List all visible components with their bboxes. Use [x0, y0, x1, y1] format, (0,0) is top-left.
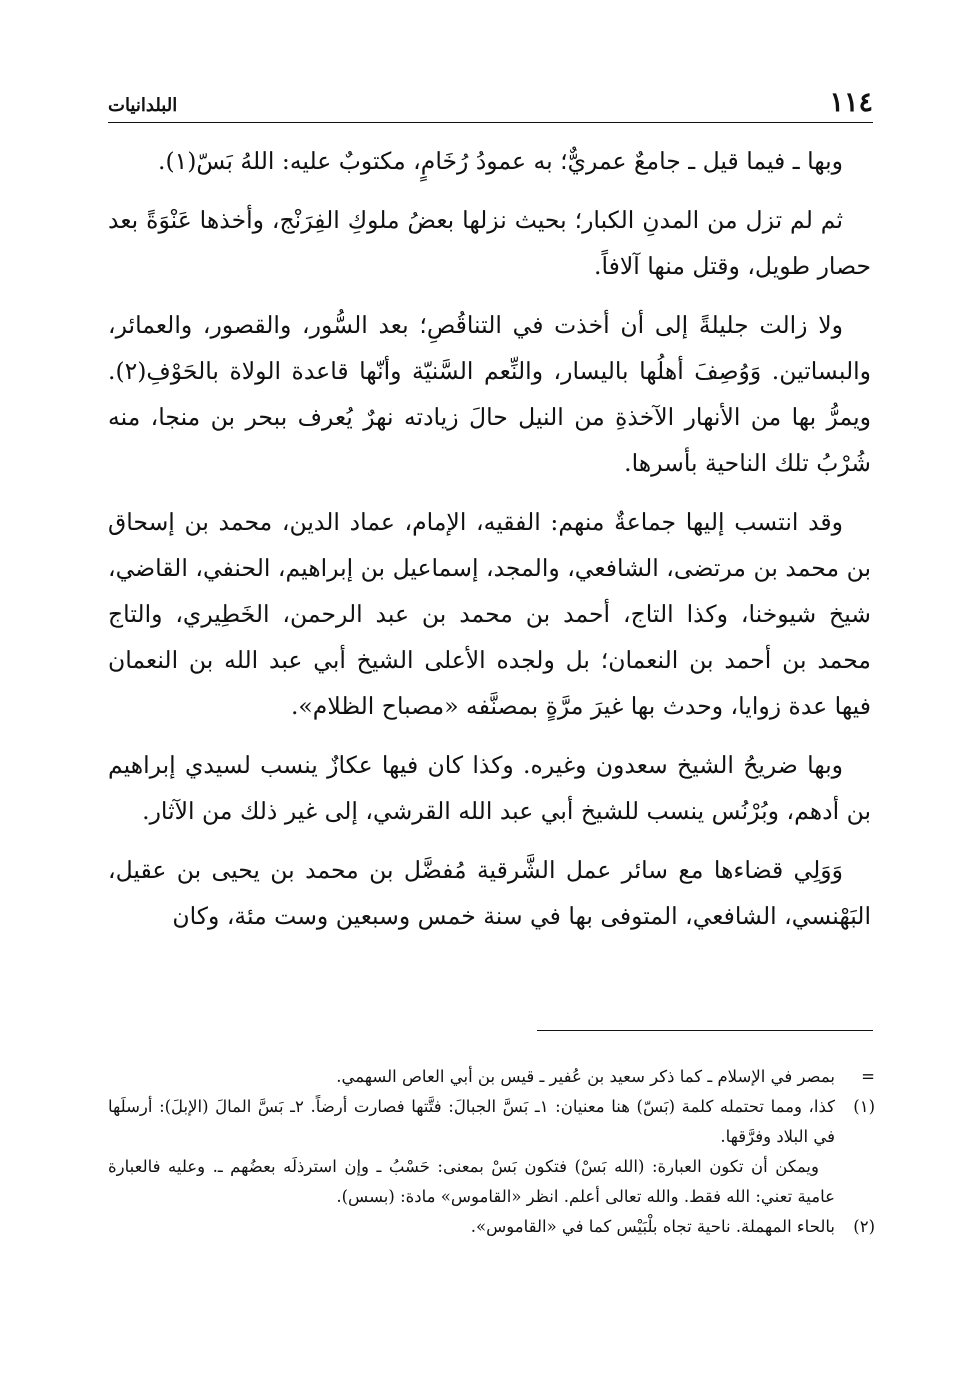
footnote-mark: (١) — [853, 1097, 875, 1116]
footnote-text — [108, 1212, 835, 1242]
footnote-line: بمصر في الإسلام ـ كما ذكر سعيد بن عُفير ـ قيس بن أبي العاص السهمي. — [336, 1067, 835, 1086]
paragraph: وقد انتسب إليها جماعةٌ منهم: الفقيه، الإمام، عماد الدين، محمد بن إسحاق بن محمد بن مرتضى، الشافعي، والمجد، إسماعيل بن إبراهيم، الحنفي، القاضي، شيخ شيوخنا، وكذا التاج، أحمد بن محمد بن عبد الرحمن، الخَطِيري، والتاج محمد بن أحمد بن النعمان؛ بل ولجده الأعلى الشيخ أبي عبد الله بن النعمان فيها عدة زوايا، وحدث بها غيرَ مرَّةٍ بمصنَّفه «مصباح الظلام». — [108, 508, 871, 720]
running-title: البلدانيات — [108, 95, 178, 116]
main-text — [108, 138, 871, 952]
footnote-separator — [537, 1030, 873, 1031]
paragraph: وَوَلِي قضاءها مع سائر عمل الشَّرقية مُفضَّل بن محمد بن يحيى بن عقيل، البَهْنسي، الشافعي، المتوفى بها في سنة خمس وسبعين وست مئة، وكان — [108, 856, 871, 930]
footnote-2 — [108, 1212, 875, 1242]
paragraph: ولا زالت جليلةً إلى أن أخذت في التناقُصِ؛ بعد السُّور، والقصور، والعمائر، والبساتين. وَوُصِفَ أهلُها باليسار، والنِّعم السَّنيّة وأنّها قاعدة الولاة بالحَوْفِ(٢). ويمرُّ بها من الأنهار الآخذةِ من النيل حالَ زيادته نهرٌ يُعرف ببحر بن منجا، منه شُرْبُ تلك الناحية بأسرها. — [108, 311, 871, 477]
footnote-text — [108, 1062, 835, 1092]
footnote-line: ويمكن أن تكون العبارة: (الله بَسْ) فتكون بَسْ بمعنى: حَسْبُ ـ وإن استرذلَه بعضُهم ـ. وعليه فالعبارة عامية تعني: الله فقط. والله تعالى أعلم. انظر «القاموس» مادة: (بسس). — [108, 1157, 835, 1206]
footnote-line: بالحاء المهملة. ناحية تجاه بلْبَيْس كما في «القاموس». — [470, 1217, 835, 1236]
footnote-continued — [108, 1062, 875, 1092]
paragraph: وبها ضريحُ الشيخ سعدون وغيره. وكذا كان فيها عكازٌ ينسب لسيدي إبراهيم بن أدهم، وبُرْنُس ينسب للشيخ أبي عبد الله القرشي، إلى غير ذلك من الآثار. — [108, 751, 871, 825]
footnote-text — [108, 1092, 835, 1212]
footnote-line: كذا، ومما تحتمله كلمة (بَسّ) هنا معنيان: ١ـ بَسَّ الجبالَ: فتَّتها فصارت أرضاً. ٢ـ بَسَّ المالَ (الإبلَ): أرسلَها في البلاد وفرَّقها. — [108, 1097, 835, 1146]
footnotes — [108, 1062, 875, 1242]
page-header — [108, 80, 873, 123]
paragraph: وبها ـ فيما قيل ـ جامعٌ عمريٌّ؛ به عمودُ رُخَامٍ، مكتوبٌ عليه: اللهُ بَسّ(١). — [157, 147, 843, 175]
page-number: ١١٤ — [829, 87, 873, 118]
footnote-mark: = — [861, 1067, 875, 1086]
paragraph: ثم لم تزل من المدنِ الكبار؛ بحيث نزلها بعضُ ملوكِ الفِرَنْج، وأخذها عَنْوَةً بعد حصار طويل، وقتل منها آلافاً. — [108, 206, 871, 280]
footnote-mark: (٢) — [853, 1217, 875, 1236]
footnote-1 — [108, 1092, 875, 1212]
